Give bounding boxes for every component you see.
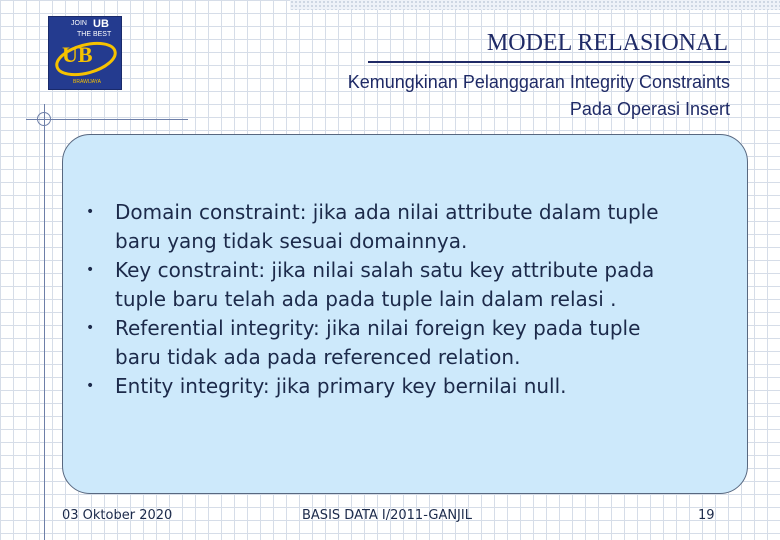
top-decor-strip xyxy=(290,0,780,10)
slide-subtitle xyxy=(348,69,730,123)
subtitle-line-2: Pada Operasi Insert xyxy=(569,99,730,119)
bullet-item xyxy=(82,314,732,372)
footer-page-number: 19 xyxy=(698,508,715,523)
logo-join-text: JOIN xyxy=(71,20,87,27)
bullet-dot-icon: • xyxy=(86,204,95,220)
bullet-text-line-2: baru yang tidak sesuai domainnya. xyxy=(115,229,468,253)
logo-sub-text: BRAWIJAYA xyxy=(73,79,101,85)
bullet-list xyxy=(82,198,732,401)
bullet-text-line-1: Domain constraint: jika ada nilai attribute dalam tuple xyxy=(115,200,659,224)
bullet-text-line-2: tuple baru telah ada pada tuple lain dalam relasi . xyxy=(115,287,617,311)
bullet-dot-icon: • xyxy=(86,262,95,278)
crosshair-vertical xyxy=(44,104,45,540)
logo-ub-small-text: UB xyxy=(93,18,109,30)
bullet-text-line-2: baru tidak ada pada referenced relation. xyxy=(115,345,521,369)
logo-ub-text: UB xyxy=(62,42,93,67)
bullet-dot-icon: • xyxy=(86,378,95,394)
title-underline xyxy=(368,61,730,63)
university-logo xyxy=(48,16,122,90)
bullet-text-line-1: Key constraint: jika nilai salah satu key attribute pada xyxy=(115,258,655,282)
bullet-text-line-1: Referential integrity: jika nilai foreign key pada tuple xyxy=(115,316,641,340)
bullet-item xyxy=(82,256,732,314)
logo-the-best-text: THE BEST xyxy=(77,31,112,38)
bullet-dot-icon: • xyxy=(86,320,95,336)
subtitle-line-1: Kemungkinan Pelanggaran Integrity Constraints xyxy=(347,72,730,92)
bullet-text-line-1: Entity integrity: jika primary key bernilai null. xyxy=(115,374,567,398)
footer-course: BASIS DATA I/2011-GANJIL xyxy=(302,508,472,523)
bullet-item xyxy=(82,372,732,401)
slide-title: MODEL RELASIONAL xyxy=(486,30,728,56)
bullet-item xyxy=(82,198,732,256)
crosshair-circle-icon xyxy=(37,112,51,126)
footer-date: 03 Oktober 2020 xyxy=(62,508,173,523)
